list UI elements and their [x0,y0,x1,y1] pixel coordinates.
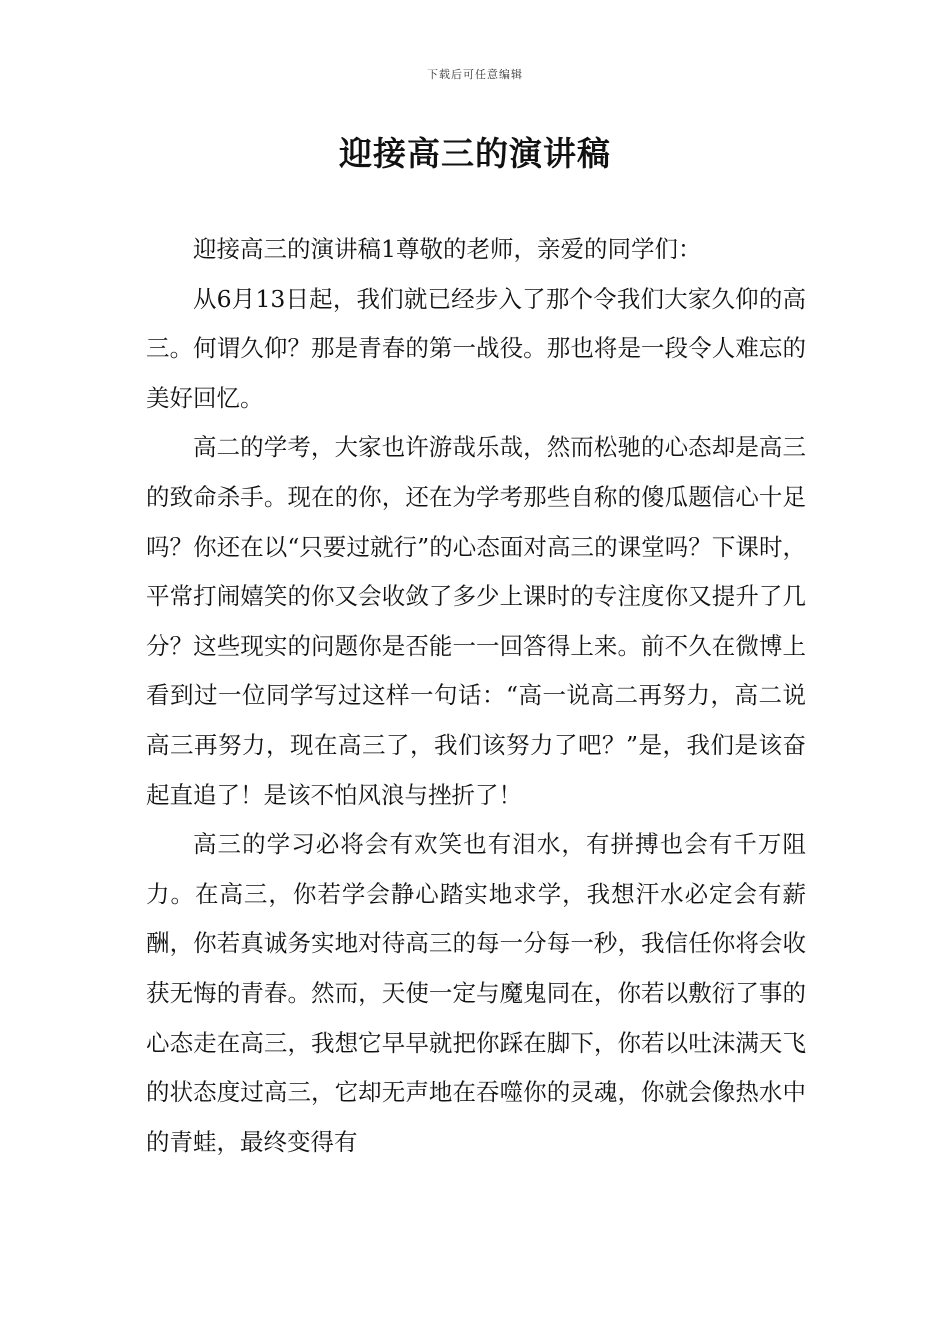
paragraph-2: 高二的学考，大家也许游哉乐哉，然而松驰的心态却是高三的致命杀手。现在的你，还在为学考那些自称的傻瓜题信心十足吗？你还在以“只要过就行”的心态面对高三的课堂吗？下课时，平常打闹嬉笑的你又会收敛了多少上课时的专注度你又提升了几分？这些现实的问题你是否能一一回答得上来。前不久在微博上看到过一位同学写过这样一句话：“高一说高二再努力，高二说高三再努力，现在高三了，我们该努力了吧？”是，我们是该奋起直追了！是该不怕风浪与挫折了！ [146,433,806,809]
paragraph-greeting: 迎接高三的演讲稿1尊敬的老师，亲爱的同学们： [193,235,702,263]
paragraph-3: 高三的学习必将会有欢笑也有泪水，有拼搏也会有千万阻力。在高三，你若学会静心踏实地求学，我想汗水必定会有薪酬，你若真诚务实地对待高三的每一分每一秒，我信任你将会收获无悔的青春。然而，天使一定与魔鬼同在，你若以敷衍了事的心态走在高三，我想它早早就把你踩在脚下，你若以吐沫满天飞的状态度过高三，它却无声地在吞噬你的灵魂，你就会像热水中的青蛙，最终变得有 [146,830,806,1156]
paragraph-1: 从6月13日起，我们就已经步入了那个令我们大家久仰的高三。何谓久仰？那是青春的第一战役。那也将是一段令人难忘的美好回忆。 [146,284,806,412]
header-note: 下载后可任意编辑 [427,68,523,81]
document-body [146,225,806,1167]
document-title: 迎接高三的演讲稿 [339,134,611,173]
